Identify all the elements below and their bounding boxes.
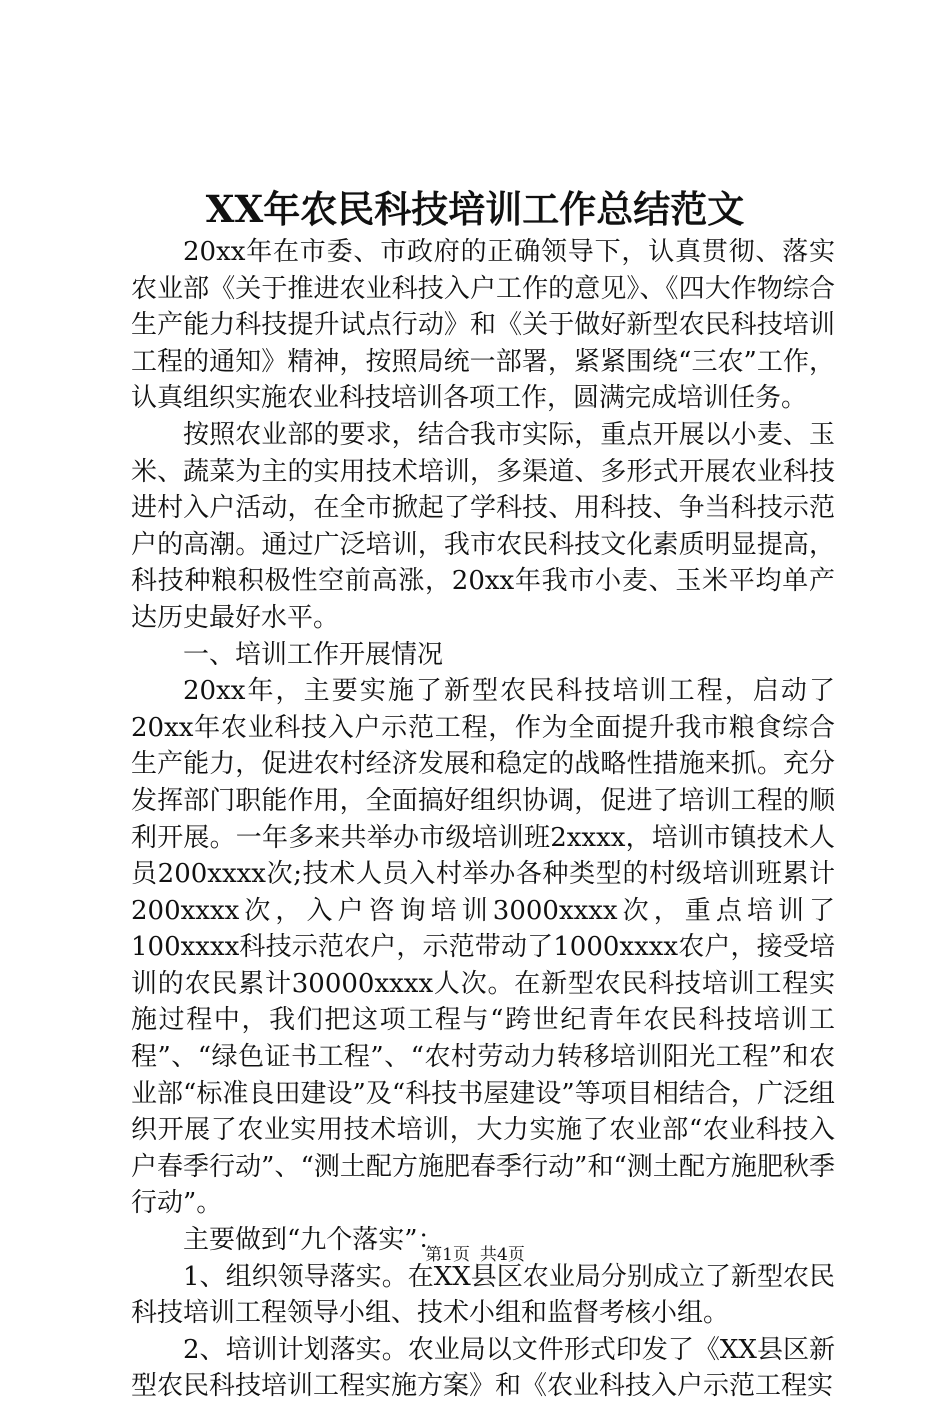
page-number: 第1页 bbox=[425, 1245, 470, 1265]
list-item-training-plan: 2、培训计划落实。农业局以文件形式印发了《XX县区新型农民科技培训工程实施方案》和《农业科技入户示范工程实 bbox=[131, 1334, 835, 1402]
document-title: XX年农民科技培训工作总结范文 bbox=[205, 187, 745, 231]
paragraph-intro: 20xx年在市委、市政府的正确领导下，认真贯彻、落实农业部《关于推进农业科技入户工作的意见》、《四大作物综合生产能力科技提升试点行动》和《关于做好新型农民科技培训工程的通知》精神，按照局统一部署，紧紧围绕“三农”工作，认真组织实施农业科技培训各项工作，圆满完成培训任务。 bbox=[131, 237, 835, 414]
paragraph-requirements: 按照农业部的要求，结合我市实际，重点开展以小麦、玉米、蔬菜为主的实用技术培训，多渠道、多形式开展农业科技进村入户活动，在全市掀起了学科技、用科技、争当科技示范户的高潮。通过广泛培训，我市农民科技文化素质明显提高，科技种粮积极性空前高涨，20xx年我市小麦、玉米平均单产达历史最好水平。 bbox=[131, 419, 835, 633]
document-body bbox=[131, 234, 835, 1405]
page-footer bbox=[0, 1243, 950, 1267]
section-heading-training: 一、培训工作开展情况 bbox=[183, 639, 444, 670]
page-total: 共4页 bbox=[480, 1245, 525, 1265]
paragraph-nine-implementations: 主要做到“九个落实”： bbox=[183, 1225, 444, 1256]
paragraph-training-details: 20xx年，主要实施了新型农民科技培训工程，启动了20xx年农业科技入户示范工程，作为全面提升我市粮食综合生产能力，促进农村经济发展和稳定的战略性措施来抓。充分发挥部门职能作用，全面搞好组织协调，促进了培训工程的顺利开展。一年多来共举办市级培训班2xxxx，培训市镇技术人员200xxxx次;技术人员入村举办各种类型的村级培训班累计200xxxx次，入户咨询培训3000xxxx次，重点培训了100xxxx科技示范农户，示范带动了1000xxxx农户，接受培训的农民累计30000xxxx人次。在新型农民科技培训工程实施过程中，我们把这项工程与“跨世纪青年农民科技培训工程”、“绿色证书工程”、“农村劳动力转移培训阳光工程”和农业部“标准良田建设”及“科技书屋建设”等项目相结合，广泛组织开展了农业实用技术培训，大力实施了农业部“农业科技入户春季行动”、“测土配方施肥春季行动”和“测土配方施肥秋季行动”。 bbox=[131, 676, 835, 1219]
list-item-organization: 1、组织领导落实。在XX县区农业局分别成立了新型农民科技培训工程领导小组、技术小组和监督考核小组。 bbox=[131, 1261, 835, 1329]
